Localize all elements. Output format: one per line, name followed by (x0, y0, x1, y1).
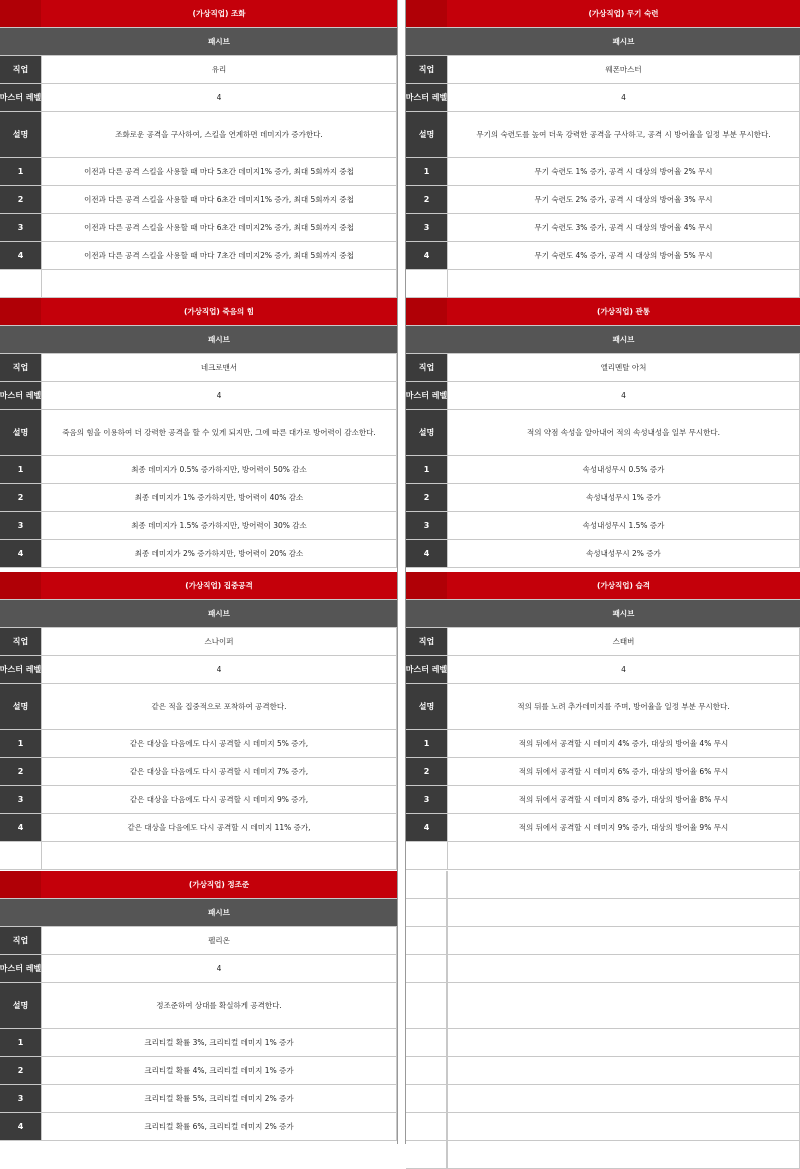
level-effect: 이전과 다른 공격 스킬을 사용할 때 마다 6초간 데미지2% 증가, 최대 5회까지 중첩 (41, 214, 397, 241)
job-value: 유리 (41, 56, 397, 83)
panel-title: (가상직업) 정조준 (41, 871, 397, 898)
level-number: 1 (406, 730, 447, 757)
empty-row (406, 927, 800, 955)
level-effect: 같은 대상을 다음에도 다시 공격할 시 데미지 9% 증가, (41, 786, 397, 813)
level-number: 1 (406, 158, 447, 185)
level-row (0, 1113, 397, 1141)
passive-label: 패시브 (41, 28, 397, 55)
panel-title: (가상직업) 죽음의 힘 (41, 298, 397, 325)
desc-value: 무기의 숙련도를 높여 더욱 강력한 공격을 구사하고, 공격 시 방어율을 일정 부분 무시한다. (447, 112, 800, 157)
empty-grid-area (406, 871, 800, 1144)
level-effect: 무기 숙련도 3% 증가, 공격 시 대상의 방어율 4% 무시 (447, 214, 800, 241)
level-effect: 크리티컬 확률 3%, 크리티컬 데미지 1% 증가 (41, 1029, 397, 1056)
job-row (0, 927, 397, 955)
empty-row (406, 1141, 800, 1169)
empty-row (406, 842, 800, 870)
level-number: 4 (406, 540, 447, 567)
master-level-value: 4 (447, 656, 800, 683)
level-effect: 최종 데미지가 1% 증가하지만, 방어력이 40% 감소 (41, 484, 397, 511)
master-level-value: 4 (41, 656, 397, 683)
level-effect: 최종 데미지가 2% 증가하지만, 방어력이 20% 감소 (41, 540, 397, 567)
skill-panel-1 (0, 0, 397, 298)
level-number: 2 (406, 186, 447, 213)
panel-title: (가상직업) 관통 (447, 298, 800, 325)
master-level-label: 마스터 레벨 (0, 84, 41, 111)
empty-row (406, 270, 800, 298)
level-row (0, 484, 397, 512)
level-row (406, 786, 800, 814)
skill-panel-7 (0, 871, 397, 1141)
level-number: 2 (0, 758, 41, 785)
master-level-value: 4 (41, 955, 397, 982)
level-number: 3 (0, 786, 41, 813)
level-row (406, 242, 800, 270)
panel-title: (가상직업) 무기 숙련 (447, 0, 800, 27)
level-row (0, 730, 397, 758)
desc-value: 조화로운 공격을 구사하여, 스킬을 연계하면 데미지가 증가한다. (41, 112, 397, 157)
master-level-row (0, 84, 397, 112)
job-label: 직업 (406, 354, 447, 381)
job-value: 웨폰마스터 (447, 56, 800, 83)
desc-label: 설명 (406, 684, 447, 729)
level-row (0, 814, 397, 842)
master-level-label: 마스터 레벨 (406, 382, 447, 409)
level-effect: 무기 숙련도 4% 증가, 공격 시 대상의 방어율 5% 무시 (447, 242, 800, 269)
desc-label: 설명 (0, 410, 41, 455)
level-number: 2 (0, 1057, 41, 1084)
level-row (406, 186, 800, 214)
level-number: 3 (0, 1085, 41, 1112)
passive-label: 패시브 (41, 326, 397, 353)
desc-label: 설명 (0, 684, 41, 729)
panel-title-row (0, 572, 397, 600)
level-number: 4 (406, 242, 447, 269)
level-row (0, 186, 397, 214)
master-level-value: 4 (41, 84, 397, 111)
job-value: 스태버 (447, 628, 800, 655)
master-level-label: 마스터 레벨 (0, 656, 41, 683)
passive-row (406, 28, 800, 56)
passive-label: 패시브 (447, 600, 800, 627)
desc-row (0, 983, 397, 1029)
passive-row (0, 899, 397, 927)
master-level-row (406, 656, 800, 684)
panel-title-row (0, 298, 397, 326)
panel-title-row (406, 0, 800, 28)
job-value: 네크로맨서 (41, 354, 397, 381)
empty-row (0, 842, 397, 870)
desc-label: 설명 (406, 112, 447, 157)
level-row (0, 540, 397, 568)
level-number: 3 (0, 512, 41, 539)
level-row (406, 512, 800, 540)
job-label: 직업 (406, 56, 447, 83)
passive-row (0, 326, 397, 354)
master-level-value: 4 (447, 382, 800, 409)
empty-row (406, 1085, 800, 1113)
job-value: 펠리온 (41, 927, 397, 954)
passive-row (406, 600, 800, 628)
passive-row (0, 28, 397, 56)
desc-row (406, 684, 800, 730)
job-row (406, 56, 800, 84)
master-level-label: 마스터 레벨 (0, 382, 41, 409)
desc-value: 적의 뒤를 노려 추가데미지를 주며, 방어율을 일정 부분 무시한다. (447, 684, 800, 729)
level-effect: 이전과 다른 공격 스킬을 사용할 때 마다 6초간 데미지1% 증가, 최대 5회까지 중첩 (41, 186, 397, 213)
master-level-row (406, 84, 800, 112)
desc-row (0, 410, 397, 456)
level-effect: 최종 데미지가 0.5% 증가하지만, 방어력이 50% 감소 (41, 456, 397, 483)
level-effect: 속성내성무시 1.5% 증가 (447, 512, 800, 539)
column-separator (397, 0, 406, 1144)
level-number: 2 (0, 484, 41, 511)
level-number: 3 (406, 786, 447, 813)
desc-label: 설명 (0, 983, 41, 1028)
level-effect: 크리티컬 확률 4%, 크리티컬 데미지 1% 증가 (41, 1057, 397, 1084)
level-number: 2 (406, 758, 447, 785)
level-row (0, 1085, 397, 1113)
level-effect: 같은 대상을 다음에도 다시 공격할 시 데미지 11% 증가, (41, 814, 397, 841)
job-value: 스나이퍼 (41, 628, 397, 655)
panel-title-row (406, 298, 800, 326)
panel-title-row (406, 572, 800, 600)
passive-label: 패시브 (41, 600, 397, 627)
empty-row (406, 871, 800, 899)
level-row (0, 158, 397, 186)
level-number: 3 (406, 512, 447, 539)
passive-label: 패시브 (447, 28, 800, 55)
job-label: 직업 (0, 628, 41, 655)
passive-label: 패시브 (447, 326, 800, 353)
level-row (406, 758, 800, 786)
level-row (0, 758, 397, 786)
job-value: 엘리멘탈 아처 (447, 354, 800, 381)
level-effect: 이전과 다른 공격 스킬을 사용할 때 마다 5초간 데미지1% 증가, 최대 5회까지 중첩 (41, 158, 397, 185)
level-number: 4 (406, 814, 447, 841)
level-number: 1 (0, 158, 41, 185)
empty-row (406, 955, 800, 983)
level-number: 4 (0, 242, 41, 269)
level-effect: 최종 데미지가 1.5% 증가하지만, 방어력이 30% 감소 (41, 512, 397, 539)
job-label: 직업 (406, 628, 447, 655)
level-effect: 적의 뒤에서 공격할 시 데미지 4% 증가, 대상의 방어율 4% 무시 (447, 730, 800, 757)
passive-row (0, 600, 397, 628)
empty-row (406, 1029, 800, 1057)
level-number: 1 (0, 1029, 41, 1056)
level-effect: 적의 뒤에서 공격할 시 데미지 6% 증가, 대상의 방어율 6% 무시 (447, 758, 800, 785)
skill-panel-2 (406, 0, 800, 298)
master-level-row (0, 955, 397, 983)
level-number: 3 (0, 214, 41, 241)
empty-row (406, 1113, 800, 1141)
level-row (0, 1029, 397, 1057)
panel-title-row (0, 871, 397, 899)
job-label: 직업 (0, 354, 41, 381)
level-effect: 속성내성무시 1% 증가 (447, 484, 800, 511)
job-label: 직업 (0, 927, 41, 954)
level-row (0, 1057, 397, 1085)
level-effect: 크리티컬 확률 6%, 크리티컬 데미지 2% 증가 (41, 1113, 397, 1140)
skill-panel-6 (406, 572, 800, 870)
master-level-row (406, 382, 800, 410)
empty-row (406, 899, 800, 927)
desc-row (406, 112, 800, 158)
desc-row (406, 410, 800, 456)
skill-panel-5 (0, 572, 397, 870)
skill-panel-3 (0, 298, 397, 568)
passive-label: 패시브 (41, 899, 397, 926)
level-row (0, 512, 397, 540)
level-row (406, 456, 800, 484)
job-row (406, 354, 800, 382)
level-effect: 속성내성무시 0.5% 증가 (447, 456, 800, 483)
job-row (0, 628, 397, 656)
desc-row (0, 684, 397, 730)
empty-row (406, 983, 800, 1029)
panel-title: (가상직업) 집중공격 (41, 572, 397, 599)
skill-panel-4 (406, 298, 800, 568)
desc-value: 정조준하여 상대를 확실하게 공격한다. (41, 983, 397, 1028)
master-level-label: 마스터 레벨 (406, 656, 447, 683)
level-number: 3 (406, 214, 447, 241)
level-number: 4 (0, 814, 41, 841)
level-effect: 같은 대상을 다음에도 다시 공격할 시 데미지 5% 증가, (41, 730, 397, 757)
empty-row (0, 270, 397, 298)
desc-label: 설명 (406, 410, 447, 455)
level-effect: 적의 뒤에서 공격할 시 데미지 8% 증가, 대상의 방어율 8% 무시 (447, 786, 800, 813)
panel-title-row (0, 0, 397, 28)
level-row (0, 214, 397, 242)
level-effect: 적의 뒤에서 공격할 시 데미지 9% 증가, 대상의 방어율 9% 무시 (447, 814, 800, 841)
job-label: 직업 (0, 56, 41, 83)
desc-label: 설명 (0, 112, 41, 157)
level-effect: 이전과 다른 공격 스킬을 사용할 때 마다 7초간 데미지2% 증가, 최대 5회까지 중첩 (41, 242, 397, 269)
desc-value: 적의 약점 속성을 알아내어 적의 속성내성을 일부 무시한다. (447, 410, 800, 455)
master-level-label: 마스터 레벨 (0, 955, 41, 982)
desc-value: 같은 적을 집중적으로 포착하여 공격한다. (41, 684, 397, 729)
level-number: 4 (0, 540, 41, 567)
desc-value: 죽음의 힘을 이용하여 더 강력한 공격을 할 수 있게 되지만, 그에 따른 대가로 방어력이 감소한다. (41, 410, 397, 455)
level-number: 1 (406, 456, 447, 483)
desc-row (0, 112, 397, 158)
passive-row (406, 326, 800, 354)
master-level-row (0, 382, 397, 410)
level-number: 1 (0, 730, 41, 757)
level-row (406, 214, 800, 242)
level-number: 2 (0, 186, 41, 213)
job-row (0, 354, 397, 382)
level-effect: 무기 숙련도 1% 증가, 공격 시 대상의 방어율 2% 무시 (447, 158, 800, 185)
level-number: 4 (0, 1113, 41, 1140)
level-effect: 무기 숙련도 2% 증가, 공격 시 대상의 방어율 3% 무시 (447, 186, 800, 213)
job-row (0, 56, 397, 84)
level-number: 1 (0, 456, 41, 483)
level-row (406, 540, 800, 568)
level-effect: 크리티컬 확률 5%, 크리티컬 데미지 2% 증가 (41, 1085, 397, 1112)
level-row (0, 242, 397, 270)
panel-title: (가상직업) 조화 (41, 0, 397, 27)
level-row (406, 158, 800, 186)
level-row (406, 484, 800, 512)
level-row (0, 456, 397, 484)
level-row (406, 730, 800, 758)
level-effect: 속성내성무시 2% 증가 (447, 540, 800, 567)
master-level-value: 4 (41, 382, 397, 409)
level-number: 2 (406, 484, 447, 511)
empty-row (406, 1057, 800, 1085)
master-level-value: 4 (447, 84, 800, 111)
level-effect: 같은 대상을 다음에도 다시 공격할 시 데미지 7% 증가, (41, 758, 397, 785)
master-level-row (0, 656, 397, 684)
job-row (406, 628, 800, 656)
panel-title: (가상직업) 습격 (447, 572, 800, 599)
master-level-label: 마스터 레벨 (406, 84, 447, 111)
level-row (0, 786, 397, 814)
level-row (406, 814, 800, 842)
